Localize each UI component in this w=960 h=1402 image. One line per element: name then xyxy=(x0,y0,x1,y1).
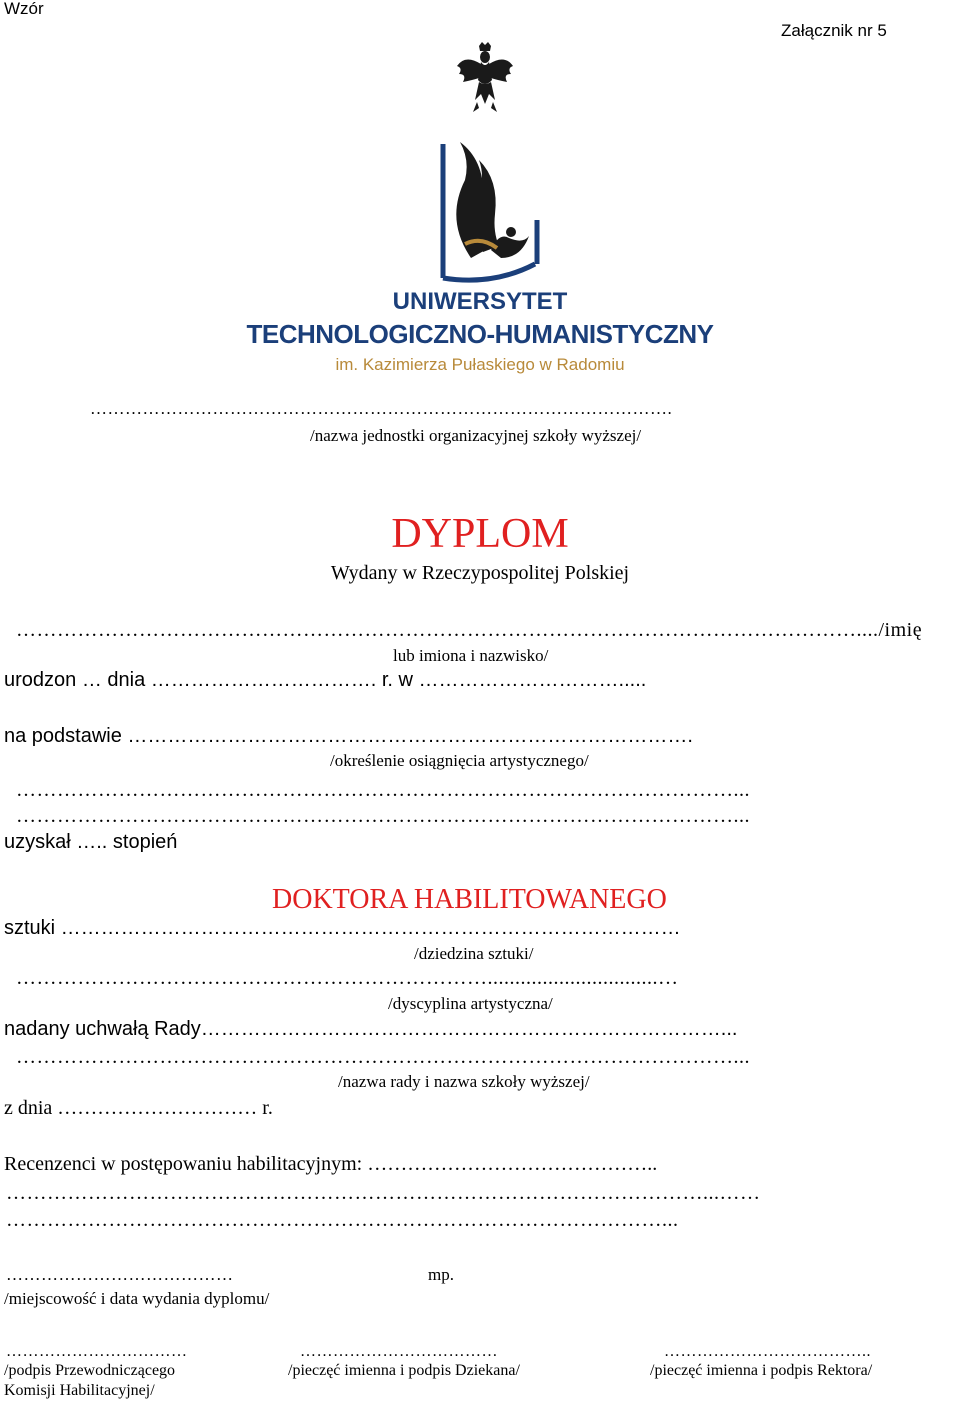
unit-dots: ………………………………………………………………………………………. xyxy=(90,399,673,418)
annex-label: Załącznik nr 5 xyxy=(781,21,887,40)
signature-chair-caption-2: Komisji Habilitacyjnej/ xyxy=(4,1382,155,1399)
art-domain-caption: /dziedzina sztuki/ xyxy=(414,944,534,963)
signature-rector-dots: ……………………………….. xyxy=(664,1343,871,1360)
reviewers-line: Recenzenci w postępowaniu habilitacyjnym: …………………………………….. xyxy=(4,1153,658,1175)
name-caption: lub imiona i nazwisko/ xyxy=(393,646,549,665)
signature-chair-caption: /podpis Przewodniczącego xyxy=(4,1362,176,1379)
polish-eagle-emblem-icon xyxy=(455,40,515,115)
signature-dean-caption: /pieczęć imienna i podpis Dziekana/ xyxy=(288,1362,520,1379)
logo-line-patron: im. Kazimierza Pułaskiego w Radomiu xyxy=(335,355,625,374)
council-dots: ……………………………………………………………………………………………... xyxy=(16,1046,750,1068)
signature-chair-dots: …………………………… xyxy=(6,1343,188,1360)
art-discipline-caption: /dyscyplina artystyczna/ xyxy=(388,994,553,1013)
university-logo-icon xyxy=(425,140,550,285)
basis-caption: /określenie osiągnięcia artystycznego/ xyxy=(330,751,589,770)
reviewers-dots-2: ……………………………………………………………………………………... xyxy=(6,1209,679,1231)
resolution-date-line: z dnia ………………………… r. xyxy=(4,1097,273,1119)
place-dots: ………………………………… xyxy=(6,1265,234,1284)
birth-line: urodzon … dnia ……………………………. r. w …………………………..... xyxy=(4,669,647,691)
diploma-subtitle: Wydany w Rzeczypospolitej Polskiej xyxy=(330,562,630,584)
art-line: sztuki ………………………………………………………………………………… xyxy=(4,917,681,939)
council-caption: /nazwa rady i nazwa szkoły wyższej/ xyxy=(338,1072,590,1091)
diploma-title: DYPLOM xyxy=(391,511,569,557)
degree-line: uzyskał ….. stopień xyxy=(4,831,178,853)
art-dots: ……………………………………………………………...............................… xyxy=(16,967,679,989)
signature-rector-caption: /pieczęć imienna i podpis Rektora/ xyxy=(650,1362,873,1379)
basis-dots-2: ……………………………………………………………………………………………... xyxy=(16,805,750,827)
unit-caption: /nazwa jednostki organizacyjnej szkoły wyższej/ xyxy=(310,426,642,445)
council-line: nadany uchwałą Rady……………………………………………………………………... xyxy=(4,1018,738,1040)
place-caption: /miejscowość i data wydania dyplomu/ xyxy=(4,1289,270,1308)
template-label: Wzór xyxy=(4,0,44,18)
name-dots: ……………………………………………………………………………………………………………..../imię xyxy=(16,619,923,641)
reviewers-dots-1: …………………………………………………………………………………………...…… xyxy=(6,1182,761,1204)
seal-mark: mp. xyxy=(428,1265,454,1284)
basis-dots-1: ……………………………………………………………………………………………... xyxy=(16,779,750,801)
logo-line-name: TECHNOLOGICZNO-HUMANISTYCZNY xyxy=(246,319,714,349)
logo-line-university: UNIWERSYTET xyxy=(392,288,568,315)
basis-line: na podstawie …………………………………………………………………………. xyxy=(4,725,693,747)
degree-name: DOKTORA HABILITOWANEGO xyxy=(272,884,667,915)
signature-dean-dots: ……………………………… xyxy=(300,1343,498,1360)
